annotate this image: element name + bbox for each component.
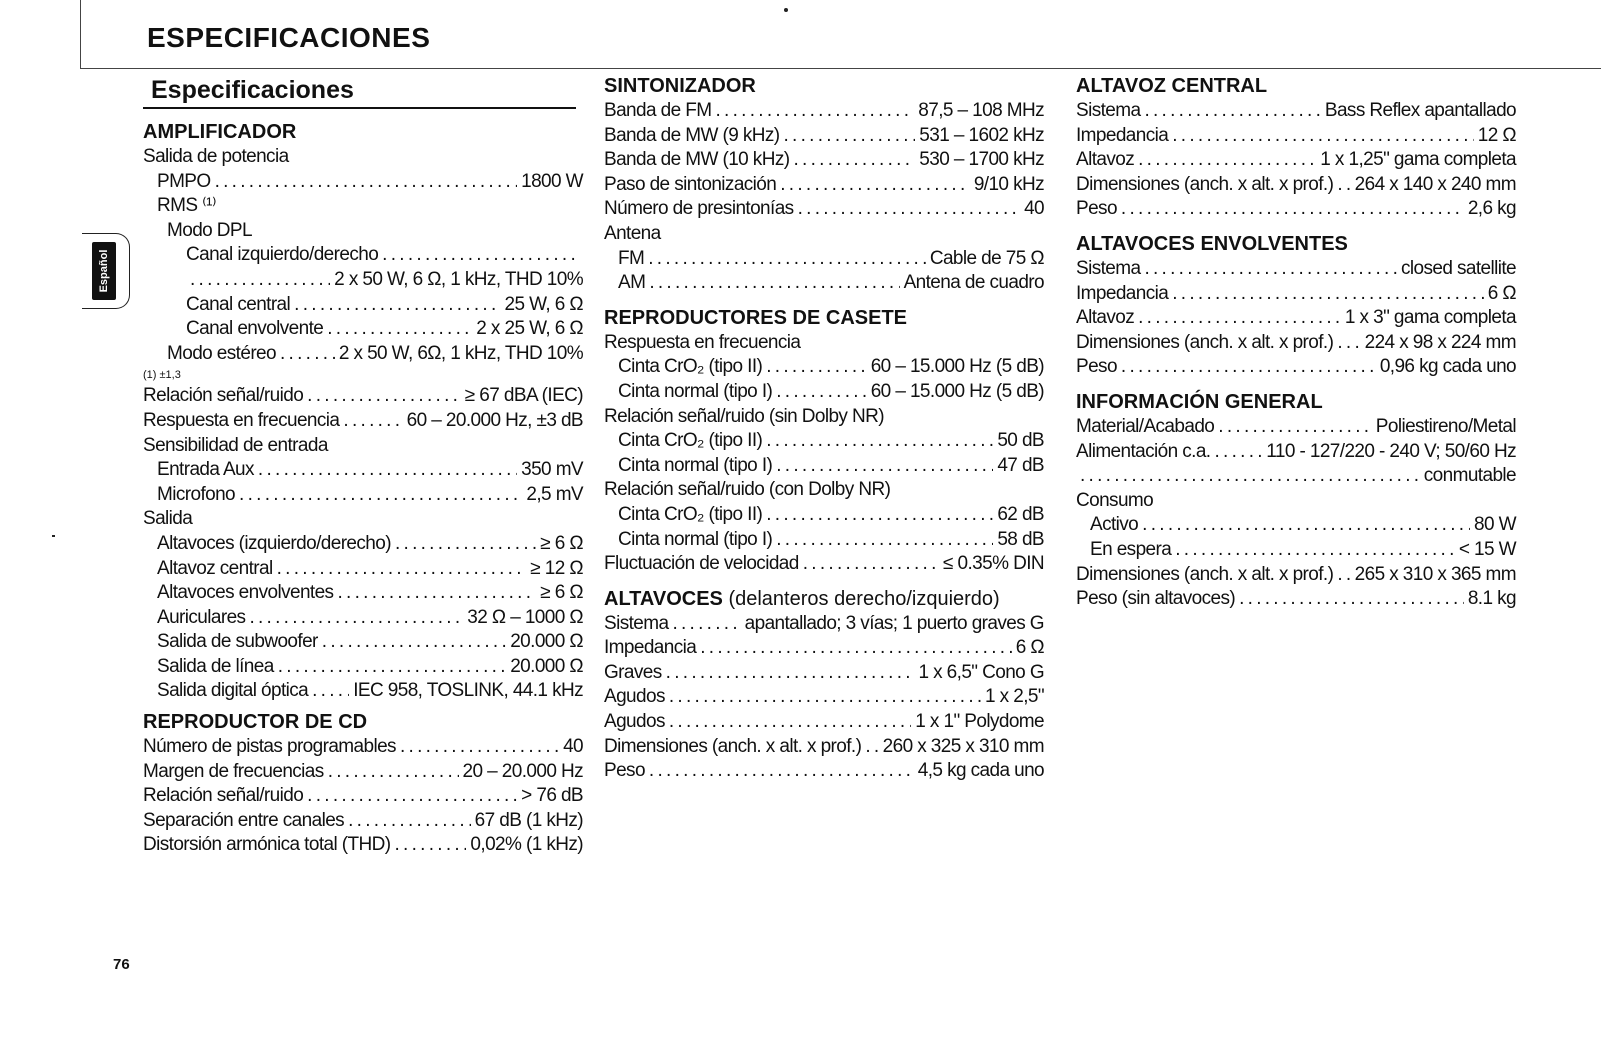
spec-row-modo-estereo <box>143 342 583 367</box>
dot-leader <box>766 503 993 528</box>
spec-value: ≥ 67 dBA (IEC) <box>464 385 583 407</box>
spec-row-relacion <box>143 384 583 409</box>
spec-value: ≥ 12 Ω <box>530 557 583 579</box>
spec-label: Microfono <box>157 483 236 505</box>
dot-leader <box>215 170 518 195</box>
dot-leader <box>343 409 402 434</box>
spec-row-subwoofer <box>143 630 583 655</box>
altavoces-title-main: ALTAVOCES <box>604 587 723 610</box>
spec-value: 20 – 20.000 Hz <box>462 760 583 782</box>
spec-value: 67 dB (1 kHz) <box>474 809 583 831</box>
spec-value: closed satellite <box>1400 257 1516 279</box>
spec-value: IEC 958, TOSLINK, 44.1 kHz <box>353 680 583 702</box>
spec-value: Bass Reflex apantallado <box>1324 100 1516 121</box>
scan-dot-mark <box>784 8 788 12</box>
dot-leader <box>1138 148 1316 173</box>
spec-row-envolventes-peso <box>1076 355 1516 380</box>
spec-label: Altavoz <box>1076 149 1135 171</box>
spec-row-canal-envolvente <box>143 317 583 342</box>
spec-row-presintonias <box>604 197 1044 222</box>
dot-leader <box>395 532 536 557</box>
spec-row-separacion <box>143 809 583 834</box>
spec-value: 40 <box>563 736 583 758</box>
dot-leader <box>278 655 506 680</box>
spec-label: Distorsión armónica total (THD) <box>143 834 391 856</box>
dot-leader <box>1142 513 1470 538</box>
spec-value: 60 – 15.000 Hz (5 dB) <box>870 380 1044 402</box>
spec-row-conmutable <box>1076 464 1516 489</box>
column-left <box>143 74 583 858</box>
dot-leader <box>382 243 579 268</box>
spec-value: 87,5 – 108 MHz <box>918 100 1044 121</box>
spec-value: 58 dB <box>997 528 1044 550</box>
spec-value: 1 x 3" gama completa <box>1344 307 1516 329</box>
spec-row-altavoces-peso <box>604 759 1044 784</box>
spec-value: ≤ 0.35% DIN <box>943 553 1044 575</box>
header-rule <box>80 68 1601 69</box>
sn-sin-dolby-heading: Relación señal/ruido (sin Dolby NR) <box>604 405 884 427</box>
spec-value: ≥ 6 Ω <box>540 532 583 554</box>
spec-row-agudos-2 <box>604 710 1044 735</box>
dot-leader <box>669 710 911 735</box>
spec-row-envolventes-impedancia <box>1076 282 1516 307</box>
spec-label: Sistema <box>1076 257 1141 279</box>
spec-label: Relación señal/ruido <box>143 385 304 407</box>
casete-title: REPRODUCTORES DE CASETE <box>604 306 908 329</box>
spec-value: Antena de cuadro <box>903 272 1044 294</box>
spec-row-con-normal <box>604 528 1044 553</box>
spec-label: Impedancia <box>604 637 697 659</box>
spec-row-altavoces-dimensiones <box>604 735 1044 760</box>
footnote: (1) ±1,3 <box>143 369 181 382</box>
spec-label: Cinta normal (tipo I) <box>618 528 773 550</box>
dot-leader <box>307 384 461 409</box>
page-number: 76 <box>113 956 130 973</box>
spec-label: Salida digital óptica <box>157 680 309 702</box>
spec-label: Auriculares <box>157 606 246 628</box>
sintonizador-title: SINTONIZADOR <box>604 75 756 97</box>
spec-value: 2 x 25 W, 6 Ω <box>476 318 583 340</box>
spec-row-distorsion <box>143 833 583 858</box>
spec-label: Altavoz <box>1076 307 1135 329</box>
altavoces-title-sub: (delanteros derecho/izquierdo) <box>722 587 1000 610</box>
spec-value: Cable de 75 Ω <box>929 247 1044 269</box>
spec-label: Dimensiones (anch. x alt. x prof.) <box>1076 173 1334 195</box>
spec-row-digital <box>143 679 583 704</box>
spec-label: Alimentación c.a. <box>1076 440 1211 462</box>
dot-leader <box>394 833 466 858</box>
dot-leader <box>865 735 878 760</box>
spec-value: 1800 W <box>521 170 583 192</box>
spec-row-envolventes-dimensiones <box>1076 331 1516 356</box>
dot-leader <box>1144 257 1397 282</box>
dot-leader <box>249 606 463 631</box>
spec-row-material <box>1076 415 1516 440</box>
spec-row-agudos-1 <box>604 685 1044 710</box>
dot-leader <box>239 483 522 508</box>
spec-label: Impedancia <box>1076 124 1169 146</box>
dot-leader <box>1144 99 1320 124</box>
dot-leader <box>1175 538 1455 563</box>
dot-leader <box>1337 331 1360 356</box>
spec-label: Sistema <box>604 612 669 634</box>
spec-value: 2 x 50 W, 6Ω, 1 kHz, THD 10% <box>338 342 583 364</box>
dot-leader <box>766 429 993 454</box>
dot-leader <box>780 173 970 198</box>
spec-row-central-altavoz <box>1076 148 1516 173</box>
spec-label: Cinta normal (tipo I) <box>618 380 773 402</box>
spec-row-canal-central <box>143 293 583 318</box>
dot-leader <box>258 458 517 483</box>
spacer <box>604 577 1044 587</box>
spec-row-antena-am <box>604 271 1044 296</box>
dot-leader <box>280 342 335 367</box>
spec-value: 20.000 Ω <box>510 655 583 677</box>
modo-dpl-heading: Modo DPL <box>167 219 252 241</box>
spec-label: Paso de sintonización <box>604 173 777 195</box>
dot-leader <box>715 99 914 124</box>
spacer <box>1076 380 1516 390</box>
spec-value: 60 – 15.000 Hz (5 dB) <box>870 356 1044 378</box>
language-tab <box>82 233 130 309</box>
spec-label: Número de presintonías <box>604 198 794 220</box>
spec-label: Banda de MW (9 kHz) <box>604 124 780 146</box>
dot-leader <box>776 380 866 405</box>
spec-row-canal-izq-der <box>143 243 583 268</box>
spec-value: 1 x 1" Polydome <box>915 711 1044 733</box>
spec-label: Sistema <box>1076 100 1141 121</box>
spec-label: Canal central <box>186 293 291 315</box>
spec-label: Banda de MW (10 kHz) <box>604 149 790 171</box>
spec-row-linea <box>143 655 583 680</box>
dot-leader <box>649 271 899 296</box>
spacer <box>604 296 1044 306</box>
spec-value: 530 – 1700 kHz <box>919 149 1044 171</box>
section-main-title: Especificaciones <box>143 74 576 109</box>
spec-row-altavoces-envolventes <box>143 581 583 606</box>
spec-label: Canal izquierdo/derecho <box>186 244 379 266</box>
antena-heading: Antena <box>604 222 661 244</box>
spec-label: Altavoces (izquierdo/derecho) <box>157 532 391 554</box>
dot-leader <box>312 679 349 704</box>
dot-leader <box>766 355 866 380</box>
spec-value: Poliestireno/Metal <box>1375 415 1516 437</box>
dot-leader <box>190 268 330 293</box>
spec-row-altavoces-impedancia <box>604 636 1044 661</box>
dot-leader <box>1138 306 1341 331</box>
spec-label: Peso (sin altavoces) <box>1076 588 1236 610</box>
amplificador-title: AMPLIFICADOR <box>143 121 297 143</box>
dot-leader <box>648 247 926 272</box>
spec-label: Cinta normal (tipo I) <box>618 454 773 476</box>
spec-label: Cinta CrO₂ (tipo II) <box>618 430 763 452</box>
spec-label: Activo <box>1090 514 1139 536</box>
dot-leader <box>666 661 915 686</box>
spec-row-info-peso <box>1076 587 1516 612</box>
spec-value: 2,5 mV <box>526 483 583 505</box>
spec-value: 264 x 140 x 240 mm <box>1354 173 1516 195</box>
spec-row-pistas <box>143 735 583 760</box>
spec-row-con-cro2 <box>604 503 1044 528</box>
spec-value: 224 x 98 x 224 mm <box>1364 331 1516 353</box>
spec-label: Margen de frecuencias <box>143 760 324 782</box>
spec-row-paso <box>604 173 1044 198</box>
spec-label: Altavoces envolventes <box>157 582 334 604</box>
spec-value: 20.000 Ω <box>510 631 583 653</box>
spec-label: Peso <box>1076 356 1117 378</box>
spec-label: Salida de línea <box>157 655 274 677</box>
language-tab-label: Español <box>98 249 110 293</box>
spec-row-antena-fm <box>604 247 1044 272</box>
spec-row-central-dimensiones <box>1076 173 1516 198</box>
spec-value: 0,96 kg cada uno <box>1379 356 1516 378</box>
dot-leader <box>1172 124 1474 149</box>
casete-respuesta-heading: Respuesta en frecuencia <box>604 331 801 353</box>
spec-label: Canal envolvente <box>186 318 324 340</box>
spacer <box>1076 222 1516 232</box>
dot-leader <box>348 809 471 834</box>
spec-value: 9/10 kHz <box>973 173 1044 195</box>
spec-label: En espera <box>1090 538 1172 560</box>
spec-value: apantallado; 3 vías; 1 puerto graves G <box>744 612 1044 634</box>
spec-label: Número de pistas programables <box>143 736 396 758</box>
dot-leader <box>307 784 517 809</box>
spec-value: 6 Ω <box>1015 637 1044 659</box>
left-vertical-rule <box>80 0 81 68</box>
dot-leader <box>1214 440 1262 465</box>
spec-value: 2 x 50 W, 6 Ω, 1 kHz, THD 10% <box>334 268 583 290</box>
spec-value: 12 Ω <box>1477 124 1516 146</box>
spec-row-alimentacion <box>1076 440 1516 465</box>
spec-row-central-sistema <box>1076 99 1516 124</box>
spec-label: Fluctuación de velocidad <box>604 553 799 575</box>
spec-value: 40 <box>1024 198 1044 220</box>
spec-value: 6 Ω <box>1487 282 1516 304</box>
spec-value: 2,6 kg <box>1467 198 1516 220</box>
spec-row-fluctuacion <box>604 552 1044 577</box>
spec-value: 350 mV <box>521 459 583 481</box>
spec-value: 25 W, 6 Ω <box>504 293 583 315</box>
spec-row-graves <box>604 661 1044 686</box>
spec-value: 50 dB <box>997 430 1044 452</box>
spec-value: 8.1 kg <box>1467 588 1516 610</box>
spec-label: Peso <box>604 760 645 782</box>
dot-leader <box>1337 563 1350 588</box>
dot-leader <box>1121 355 1376 380</box>
spec-label: Impedancia <box>1076 282 1169 304</box>
spec-row-altavoces-sistema <box>604 612 1044 637</box>
spec-value: 1 x 1,25" gama completa <box>1320 149 1516 171</box>
page-header-title: ESPECIFICACIONES <box>147 22 431 53</box>
spec-label: Respuesta en frecuencia <box>143 409 340 431</box>
spec-row-envolventes-sistema <box>1076 257 1516 282</box>
spec-label: Graves <box>604 661 662 683</box>
dot-leader <box>294 293 500 318</box>
spec-row-envolventes-altavoz <box>1076 306 1516 331</box>
spec-row-canal-izq-der-value <box>143 268 583 293</box>
altavoces-envolventes-title: ALTAVOCES ENVOLVENTES <box>1076 232 1348 255</box>
spec-row-info-dimensiones <box>1076 563 1516 588</box>
spec-value: < 15 W <box>1458 538 1516 560</box>
spec-row-altavoz-central <box>143 557 583 582</box>
spec-row-pmpo <box>143 170 583 195</box>
spec-label: Banda de FM <box>604 100 712 121</box>
spec-row-sin-normal <box>604 454 1044 479</box>
spec-row-fm <box>604 99 1044 124</box>
column-middle <box>604 74 1044 784</box>
rms-heading: RMS ⁽¹⁾ <box>157 195 216 217</box>
spec-row-auriculares <box>143 606 583 631</box>
sensibilidad-heading: Sensibilidad de entrada <box>143 434 328 456</box>
dot-leader <box>776 528 993 553</box>
spec-value: 4,5 kg cada uno <box>917 760 1044 782</box>
spec-label: Material/Acabado <box>1076 415 1215 437</box>
dot-leader <box>328 760 459 785</box>
dot-leader <box>672 612 740 637</box>
spec-row-resp-cro2 <box>604 355 1044 380</box>
spec-row-cd-relacion <box>143 784 583 809</box>
spec-value: 60 – 20.000 Hz, ±3 dB <box>406 409 583 431</box>
dot-leader <box>277 557 527 582</box>
spec-value: 80 W <box>1474 514 1516 536</box>
spec-value: 0,02% (1 kHz) <box>470 834 583 856</box>
dot-leader <box>700 636 1012 661</box>
dot-leader <box>793 148 915 173</box>
spec-value: 265 x 310 x 365 mm <box>1354 563 1516 585</box>
dot-leader <box>669 685 981 710</box>
spec-row-central-impedancia <box>1076 124 1516 149</box>
spec-row-margen <box>143 760 583 785</box>
dot-leader <box>327 317 472 342</box>
reproductor-cd-title: REPRODUCTOR DE CD <box>143 711 368 734</box>
spec-row-espera <box>1076 538 1516 563</box>
spec-value: 260 x 325 x 310 mm <box>882 735 1044 757</box>
dot-leader <box>784 124 916 149</box>
dot-leader <box>1080 464 1420 489</box>
dot-leader <box>337 581 536 606</box>
spec-value: 47 dB <box>997 454 1044 476</box>
spec-value: 110 - 127/220 - 240 V; 50/60 Hz <box>1266 440 1516 462</box>
spec-label: FM <box>618 247 645 269</box>
spec-label: Altavoz central <box>157 557 273 579</box>
language-tab-box <box>92 242 116 300</box>
dot-leader <box>1218 415 1372 440</box>
salida-heading: Salida <box>143 508 193 530</box>
spec-row-mw10 <box>604 148 1044 173</box>
spec-label: AM <box>618 272 646 294</box>
spec-value: 1 x 2,5" <box>985 686 1044 708</box>
spec-label: Cinta CrO₂ (tipo II) <box>618 356 763 378</box>
altavoz-central-title: ALTAVOZ CENTRAL <box>1076 75 1268 97</box>
dot-leader <box>400 735 559 760</box>
spec-label: PMPO <box>157 170 211 192</box>
dot-leader <box>776 454 993 479</box>
spec-value: ≥ 6 Ω <box>540 582 583 604</box>
consumo-heading: Consumo <box>1076 489 1154 511</box>
spec-row-entrada-aux <box>143 458 583 483</box>
dot-leader <box>649 759 914 784</box>
dot-leader <box>798 197 1020 222</box>
spec-label: Salida de subwoofer <box>157 631 318 653</box>
informacion-general-title: INFORMACIÓN GENERAL <box>1076 390 1323 413</box>
spec-label: Modo estéreo <box>167 342 276 364</box>
sn-con-dolby-heading: Relación señal/ruido (con Dolby NR) <box>604 479 891 501</box>
spec-label: Cinta CrO₂ (tipo II) <box>618 503 763 525</box>
altavoces-title <box>604 587 1044 612</box>
dot-leader <box>1172 282 1484 307</box>
spec-label: Agudos <box>604 686 665 708</box>
spec-value: > 76 dB <box>521 785 583 807</box>
dot-leader <box>1121 197 1464 222</box>
spec-row-central-peso <box>1076 197 1516 222</box>
spec-value: 62 dB <box>997 503 1044 525</box>
column-right <box>1076 74 1516 612</box>
spec-row-microfono <box>143 483 583 508</box>
spec-label: Dimensiones (anch. x alt. x prof.) <box>1076 563 1334 585</box>
spec-value: 1 x 6,5" Cono G <box>918 661 1044 683</box>
spec-value: 531 – 1602 kHz <box>919 124 1044 146</box>
spec-row-respuesta <box>143 409 583 434</box>
spec-label: Agudos <box>604 711 665 733</box>
spec-row-sin-cro2 <box>604 429 1044 454</box>
spec-row-mw9 <box>604 124 1044 149</box>
spec-label: Separación entre canales <box>143 809 345 831</box>
salida-potencia-heading: Salida de potencia <box>143 146 289 167</box>
spec-label: Dimensiones (anch. x alt. x prof.) <box>1076 331 1334 353</box>
spec-label: Dimensiones (anch. x alt. x prof.) <box>604 735 862 757</box>
spec-value: conmutable <box>1423 465 1516 487</box>
spec-label: Entrada Aux <box>157 459 254 481</box>
spec-row-resp-normal <box>604 380 1044 405</box>
dot-leader <box>1337 173 1350 198</box>
dot-leader <box>322 630 506 655</box>
spec-row-activo <box>1076 513 1516 538</box>
spec-row-altavoces-izq-der <box>143 532 583 557</box>
dot-leader <box>1239 587 1464 612</box>
dot-leader <box>803 552 939 577</box>
scan-stray-mark <box>52 535 55 537</box>
spec-label: Relación señal/ruido <box>143 785 304 807</box>
spec-label: Peso <box>1076 198 1117 220</box>
spec-value: 32 Ω – 1000 Ω <box>467 606 583 628</box>
